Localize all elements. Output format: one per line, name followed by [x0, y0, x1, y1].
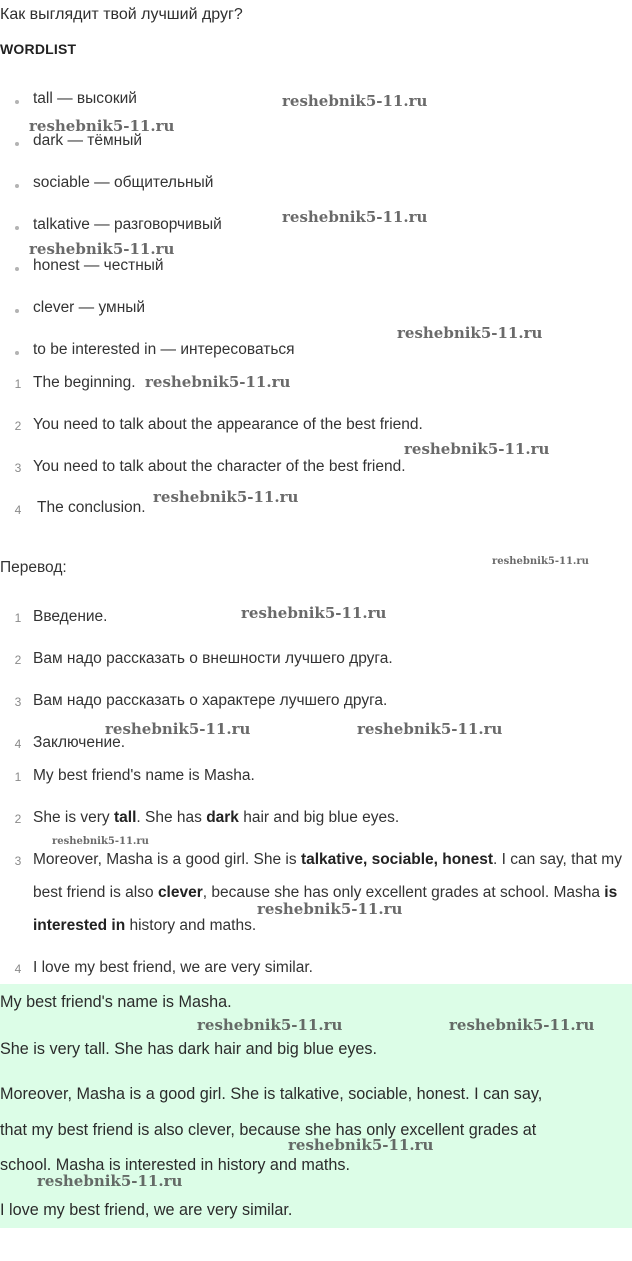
bullet-icon [15, 142, 19, 146]
answer-line: I love my best friend, we are very similar. [0, 1201, 293, 1219]
watermark: reshebnik5-11.ru [241, 604, 387, 622]
plan-item: The conclusion. [33, 499, 146, 516]
translation-label: Перевод: [0, 559, 67, 576]
essay-text: . I can say, that my best friend is also [33, 851, 622, 901]
essay-keyword: clever [157, 884, 203, 901]
essay-keyword: tall [113, 809, 137, 826]
list-number: 1 [14, 611, 22, 625]
essay-text: , because she has only excellent grades at school. Masha [202, 884, 605, 901]
answer-line: She is very tall. She has dark hair and big blue eyes. [0, 1040, 378, 1058]
essay-keyword: talkative, sociable, honest [300, 851, 494, 868]
watermark: reshebnik5-11.ru [37, 1172, 183, 1190]
answer-line: My best friend's name is Masha. [0, 993, 232, 1011]
list-number: 1 [14, 770, 22, 784]
essay-item: My best friend's name is Masha. [33, 767, 255, 784]
essay-item [33, 843, 632, 942]
essay-text: Moreover, Masha is a good girl. She is [33, 851, 301, 868]
watermark: reshebnik5-11.ru [492, 556, 589, 567]
essay-item: I love my best friend, we are very similar. [33, 959, 313, 976]
list-number: 2 [14, 419, 22, 433]
bullet-icon [15, 351, 19, 355]
watermark: reshebnik5-11.ru [288, 1136, 434, 1154]
watermark: reshebnik5-11.ru [52, 836, 149, 847]
question-heading: Как выглядит твой лучший друг? [0, 6, 243, 23]
list-number: 3 [14, 854, 22, 868]
plan-item: You need to talk about the appearance of the best friend. [33, 416, 423, 433]
watermark: reshebnik5-11.ru [29, 240, 175, 258]
watermark: reshebnik5-11.ru [145, 373, 291, 391]
bullet-icon [15, 309, 19, 313]
wordlist-item: sociable — общительный [33, 174, 214, 191]
answer-line: school. Masha is interested in history and maths. [0, 1156, 350, 1174]
bullet-icon [15, 226, 19, 230]
essay-text: history and maths. [125, 917, 257, 934]
wordlist-item: honest — честный [33, 257, 164, 274]
plan-item-ru: Вам надо рассказать о внешности лучшего друга. [33, 650, 393, 667]
watermark: reshebnik5-11.ru [257, 900, 403, 918]
essay-keyword: dark [206, 809, 239, 826]
wordlist-item: clever — умный [33, 299, 146, 316]
watermark: reshebnik5-11.ru [29, 117, 175, 135]
list-number: 3 [14, 695, 22, 709]
list-number: 4 [14, 503, 22, 517]
essay-keyword: is interested in [33, 884, 618, 934]
wordlist-item: tall — высокий [33, 90, 137, 107]
plan-item: You need to talk about the character of the best friend. [33, 458, 406, 475]
wordlist-item: talkative — разговорчивый [33, 216, 222, 233]
plan-item: The beginning. [33, 374, 136, 391]
essay-text: She is very [33, 809, 114, 826]
essay-item [33, 809, 399, 827]
watermark: reshebnik5-11.ru [282, 208, 428, 226]
watermark: reshebnik5-11.ru [153, 488, 299, 506]
list-number: 3 [14, 461, 22, 475]
plan-item-ru: Вам надо рассказать о характере лучшего друга. [33, 692, 388, 709]
essay-text: hair and big blue eyes. [238, 809, 400, 826]
list-number: 4 [14, 962, 22, 976]
plan-item-ru: Введение. [33, 608, 108, 625]
watermark: reshebnik5-11.ru [282, 92, 428, 110]
list-number: 4 [14, 737, 22, 751]
wordlist-item: to be interested in — интересоваться [33, 341, 295, 358]
watermark: reshebnik5-11.ru [449, 1016, 595, 1034]
answer-line: that my best friend is also clever, because she has only excellent grades at [0, 1121, 537, 1139]
wordlist-item: dark — тёмный [33, 132, 142, 149]
bullet-icon [15, 267, 19, 271]
watermark: reshebnik5-11.ru [357, 720, 503, 738]
bullet-icon [15, 184, 19, 188]
list-number: 1 [14, 377, 22, 391]
essay-text: . She has [136, 809, 207, 826]
bullet-icon [15, 100, 19, 104]
watermark: reshebnik5-11.ru [404, 440, 550, 458]
plan-item-ru: Заключение. [33, 734, 126, 751]
list-number: 2 [14, 812, 22, 826]
wordlist-title: WORDLIST [0, 41, 77, 57]
watermark: reshebnik5-11.ru [105, 720, 251, 738]
watermark: reshebnik5-11.ru [197, 1016, 343, 1034]
watermark: reshebnik5-11.ru [397, 324, 543, 342]
list-number: 2 [14, 653, 22, 667]
answer-line: Moreover, Masha is a good girl. She is talkative, sociable, honest. I can say, [0, 1085, 543, 1103]
